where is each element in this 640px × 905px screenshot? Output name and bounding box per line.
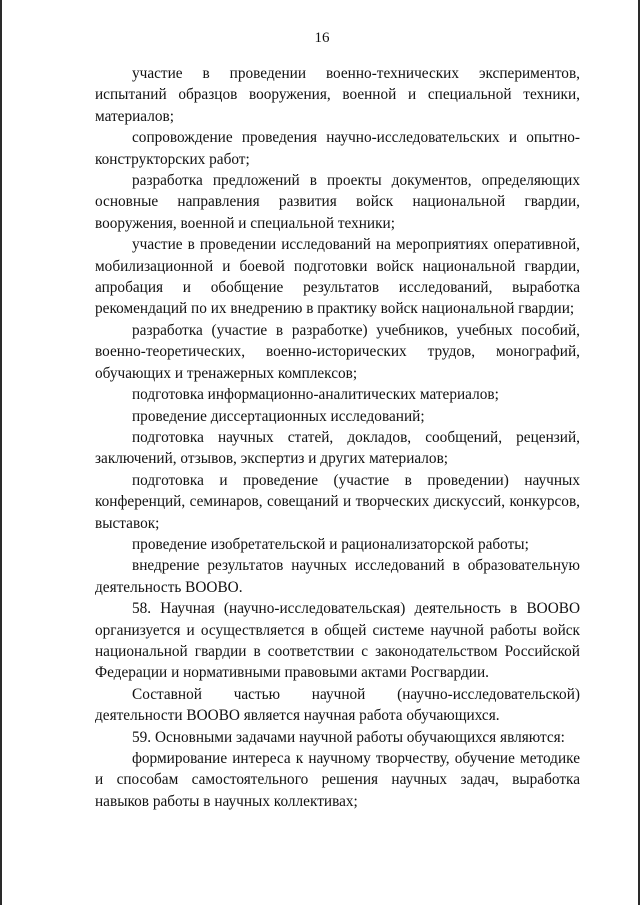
paragraph: подготовка и проведение (участие в проведении) научных конференций, семинаров, совещаний и творческих дискуссий, конкурсов, выставок; <box>95 471 580 532</box>
paragraph: разработка (участие в разработке) учебников, учебных пособий, военно-теоретических, военно-исторических трудов, монографий, обучающих и тренажерных комплексов; <box>95 321 580 382</box>
paragraph: сопровождение проведения научно-исследовательских и опытно-конструкторских работ; <box>95 129 580 168</box>
paragraph-clause-59: 59. Основными задачами научной работы обучающихся являются: <box>132 728 565 746</box>
paragraph: подготовка информационно-аналитических материалов; <box>132 386 499 404</box>
paragraph: участие в проведении исследований на мероприятиях оперативной, мобилизационной и боевой подготовки войск национальной гвардии, апробация и обобщение результатов исследований, выработка рекомендаций по их внедрению в практику войск национальной гвардии; <box>95 236 580 318</box>
paragraph: подготовка научных статей, докладов, сообщений, рецензий, заключений, отзывов, экспертиз и других материалов; <box>95 428 580 468</box>
paragraph: внедрение результатов научных исследований в образовательную деятельность ВООВО. <box>95 557 580 596</box>
paragraph: проведение диссертационных исследований; <box>132 407 425 425</box>
paragraph: разработка предложений в проекты документов, определяющих основные направления развития войск национальной гвардии, вооружения, военной и специальной техники; <box>95 172 580 232</box>
paragraph: Составной частью научной (научно-исследовательской) деятельности ВООВО является научная работа обучающихся. <box>95 685 580 725</box>
page-number: 16 <box>314 30 330 46</box>
paragraph: формирование интереса к научному творчеству, обучение методике и способам самостоятельного решения научных задач, выработка навыков работы в научных коллективах; <box>95 750 580 810</box>
paragraph-clause-58: 58. Научная (научно-исследовательская) деятельность в ВООВО организуется и осуществляется в общей системе научной работы войск национальной гвардии в соответствии с законодательством Российской Федерации и нормативными правовыми актами Росгвардии. <box>95 600 580 682</box>
body-text <box>95 63 580 812</box>
paragraph: участие в проведении военно-технических экспериментов, испытаний образцов вооружения, военной и специальной техники, материалов; <box>95 65 580 125</box>
paragraph: проведение изобретательской и рационализаторской работы; <box>132 535 529 553</box>
